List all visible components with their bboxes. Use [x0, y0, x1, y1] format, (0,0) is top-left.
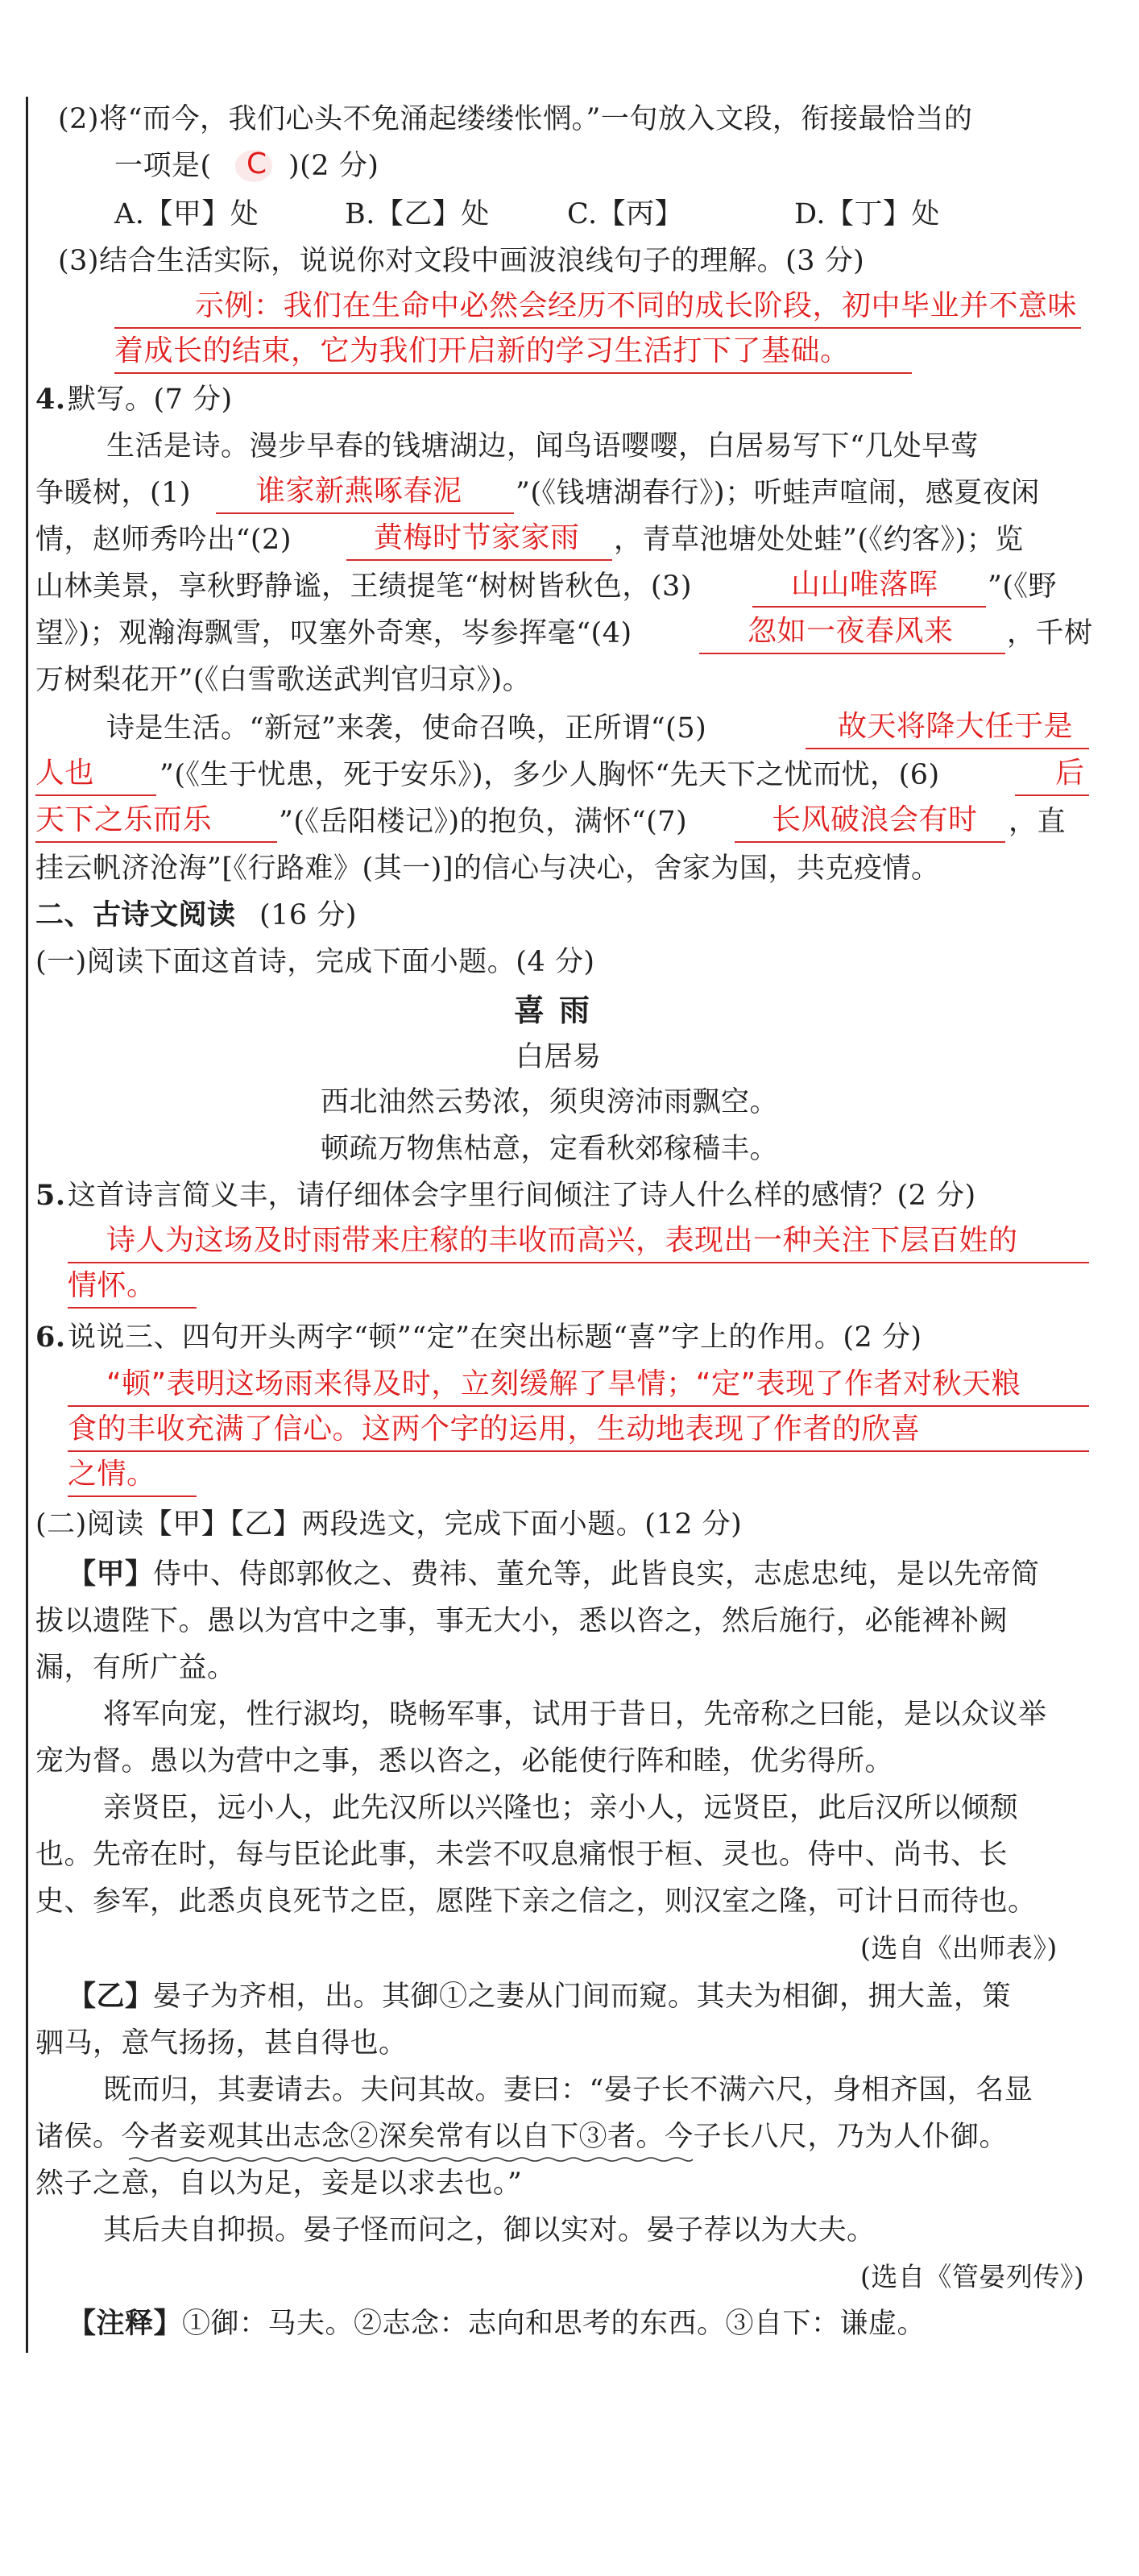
q4-p1-line6: 万树梨花开”(《白雪歌送武判官归京》)。 [35, 664, 532, 696]
q3-option-a: A.【甲】处 [114, 198, 259, 230]
q6-question: 说说三、四句开头两字“顿”“定”在突出标题“喜”字上的作用。(2 分) [68, 1321, 922, 1354]
q3-sub2-answer: C [246, 147, 267, 180]
answer-underline [114, 372, 912, 374]
q3-sub3-question: (3)结合生活实际，说说你对文段中画波浪线句子的理解。(3 分) [58, 245, 865, 277]
jia-line5: 宠为督。愚以为营中之事，悉以咨之，必能使行阵和睦，优劣得所。 [35, 1745, 894, 1777]
section2-score: (16 分) [259, 899, 357, 931]
q4-p1-line4a: 山林美景，享秋野静谧，王绩提笔“树树皆秋色，(3) [35, 570, 692, 603]
answer-underline [68, 1405, 1089, 1407]
q4-p1-line4b: ”(《野 [988, 570, 1058, 603]
jia-line3: 漏，有所广益。 [35, 1652, 236, 1684]
q4-answer-4: 忽如一夜春风来 [748, 615, 954, 648]
q4-p2-line3b: ，直 [1009, 806, 1067, 838]
q3-sub3-answer-line1: 示例：我们在生命中必然会经历不同的成长阶段，初中毕业并不意味 [195, 289, 1078, 322]
q4-answer-6b: 天下之乐而乐 [35, 803, 213, 836]
jia-line4: 将军向宠，性行淑均，晓畅军事，试用于昔日，先帝称之曰能，是以众议举 [103, 1699, 1047, 1731]
answer-underline [752, 606, 986, 608]
q4-p2-line2a: ”(《生于忧患，死于安乐》)，多少人胸怀“先天下之忧而忧，(6) [159, 759, 940, 791]
q5-answer-line1: 诗人为这场及时雨带来庄稼的丰收而高兴，表现出一种关注下层百姓的 [106, 1224, 1018, 1257]
q6-answer-line3: 之情。 [68, 1458, 156, 1491]
jia-tag: 【甲】 [68, 1558, 154, 1591]
yi-line2: 驷马，意气扬扬，甚自得也。 [35, 2027, 408, 2060]
q4-p2-line1a: 诗是生活。“新冠”来袭，使命召唤，正所谓“(5) [106, 712, 707, 745]
yi-line1: 晏子为齐相，出。其御①之妻从门间而窥。其夫为相御，拥大盖，策 [153, 1981, 1012, 2013]
jia-line7: 也。先帝在时，每与臣论此事，未尝不叹息痛恨于桓、灵也。侍中、尚书、长 [35, 1839, 1009, 1871]
yi-line3: 既而归，其妻请去。夫问其故。妻曰：“晏子长不满六尺，身相齐国，名显 [103, 2074, 1033, 2106]
poem-title: 喜雨 [514, 992, 605, 1028]
q3-sub2-line2-pre: 一项是( [114, 150, 212, 182]
q3-sub2-line2-post: )(2 分) [288, 150, 379, 182]
answer-underline [114, 327, 1081, 329]
q4-p2-line3a: ”(《岳阳楼记》)的抱负，满怀“(7) [279, 806, 688, 838]
answer-underline [216, 512, 514, 514]
answer-underline [806, 748, 1089, 749]
q3-sub2-line1: (2)将“而今，我们心头不免涌起缕缕怅惘。”一句放入文段，衔接最恰当的 [58, 103, 973, 135]
answer-underline [735, 841, 1005, 843]
q5-question: 这首诗言简义丰，请仔细体会字里行间倾注了诗人什么样的感情？(2 分) [68, 1180, 976, 1212]
answer-underline [35, 841, 277, 843]
poem-line1: 西北油然云势浓，须臾滂沛雨飘空。 [321, 1086, 779, 1118]
q4-answer-5a: 故天将降大任于是 [838, 710, 1074, 743]
q4-answer-1: 谁家新燕啄春泥 [256, 475, 462, 508]
q4-answer-7: 长风破浪会有时 [772, 803, 978, 836]
margin-line [26, 97, 28, 2353]
jia-source: (选自《出师表》) [860, 1932, 1058, 1964]
jia-line2: 拔以遗陛下。愚以为宫中之事，事无大小，悉以咨之，然后施行，必能裨补阙 [35, 1605, 1009, 1637]
answer-underline [346, 559, 612, 561]
q3-option-c: C.【丙】 [567, 198, 684, 230]
answer-underline [699, 653, 1005, 654]
q4-p1-line1: 生活是诗。漫步早春的钱塘湖边，闻鸟语嘤嘤，白居易写下“几处早莺 [106, 430, 980, 463]
q3-sub3-answer-line2: 着成长的结束，它为我们开启新的学习生活打下了基础。 [114, 334, 850, 367]
q6-answer-line2: 食的丰收充满了信心。这两个字的运用，生动地表现了作者的欣喜 [68, 1412, 921, 1446]
q6-answer-line1: “顿”表明这场雨来得及时，立刻缓解了旱情；“定”表现了作者对秋天粮 [106, 1367, 1021, 1400]
answer-underline [68, 1495, 197, 1497]
q4-p1-line3a: 情，赵师秀吟出“(2) [35, 524, 292, 556]
yi-line6: 其后夫自抑损。晏子怪而问之，御以实对。晏子荐以为大夫。 [103, 2214, 876, 2246]
q4-p2-line4: 挂云帆济沧海”[《行路难》(其一)]的信心与决心，舍家为国，共克疫情。 [35, 852, 940, 885]
note-tag: 【注释】 [68, 2307, 183, 2340]
jia-line1: 侍中、侍郎郭攸之、费祎、董允等，此皆良实，志虑忠纯，是以先帝简 [153, 1558, 1040, 1591]
q4-p1-line5b: ，千树 [1007, 617, 1093, 649]
q4-p1-line5a: 望》)；观瀚海飘雪，叹塞外奇寒，岑参挥毫“(4) [35, 617, 632, 649]
section2-heading: 二、古诗文阅读 [35, 899, 236, 931]
poem-line2: 顿疏万物焦枯意，定看秋郊稼穑丰。 [321, 1133, 779, 1165]
q4-answer-3: 山山唯落晖 [791, 568, 938, 601]
q4-number: 4. [35, 383, 66, 416]
answer-underline [68, 1262, 1089, 1263]
q4-p1-line2b: ”(《钱塘湖春行》)；听蛙声喧闹，感夏夜闲 [516, 477, 1040, 509]
q3-option-d: D.【丁】处 [794, 198, 940, 230]
part2-intro: (二)阅读【甲】【乙】两段选文，完成下面小题。(12 分) [35, 1508, 743, 1541]
yi-tag: 【乙】 [68, 1980, 154, 2013]
q4-answer-5b: 人也 [35, 757, 95, 790]
answer-underline [1015, 794, 1089, 796]
note-text: ①御：马夫。②志念：志向和思考的东西。③自下：谦虚。 [182, 2308, 926, 2340]
q4-p1-line3b: ，青草池塘处处蛙”(《约客》)；览 [614, 524, 1024, 556]
q3-option-b: B.【乙】处 [345, 198, 490, 230]
yi-source: (选自《管晏列传》) [860, 2261, 1085, 2292]
q4-answer-2: 黄梅时节家家雨 [374, 521, 580, 554]
q5-number: 5. [35, 1179, 66, 1212]
q5-answer-line2: 情怀。 [68, 1269, 156, 1302]
q4-answer-6a: 后 [1055, 757, 1085, 790]
wavy-underline [129, 2156, 693, 2163]
q4-p1-line2a: 争暖树，(1) [35, 477, 192, 509]
q4-heading: 默写。(7 分) [68, 384, 233, 416]
part1-intro: (一)阅读下面这首诗，完成下面小题。(4 分) [35, 946, 595, 978]
jia-line6: 亲贤臣，远小人，此先汉所以兴隆也；亲小人，远贤臣，此后汉所以倾颓 [103, 1792, 1019, 1824]
answer-underline [68, 1450, 1089, 1452]
yi-line4: 诸侯。今者妾观其出志念②深矣常有以自下③者。今子长八尺，乃为人仆御。 [35, 2121, 1009, 2153]
answer-underline [68, 1307, 197, 1309]
answer-underline [35, 794, 156, 796]
jia-line8: 史、参军，此悉贞良死节之臣，愿陛下亲之信之，则汉室之隆，可计日而待也。 [35, 1885, 1037, 1918]
yi-line5: 然子之意，自以为足，妾是以求去也。” [35, 2167, 523, 2200]
q6-number: 6. [35, 1321, 66, 1354]
poem-author: 白居易 [516, 1041, 602, 1073]
